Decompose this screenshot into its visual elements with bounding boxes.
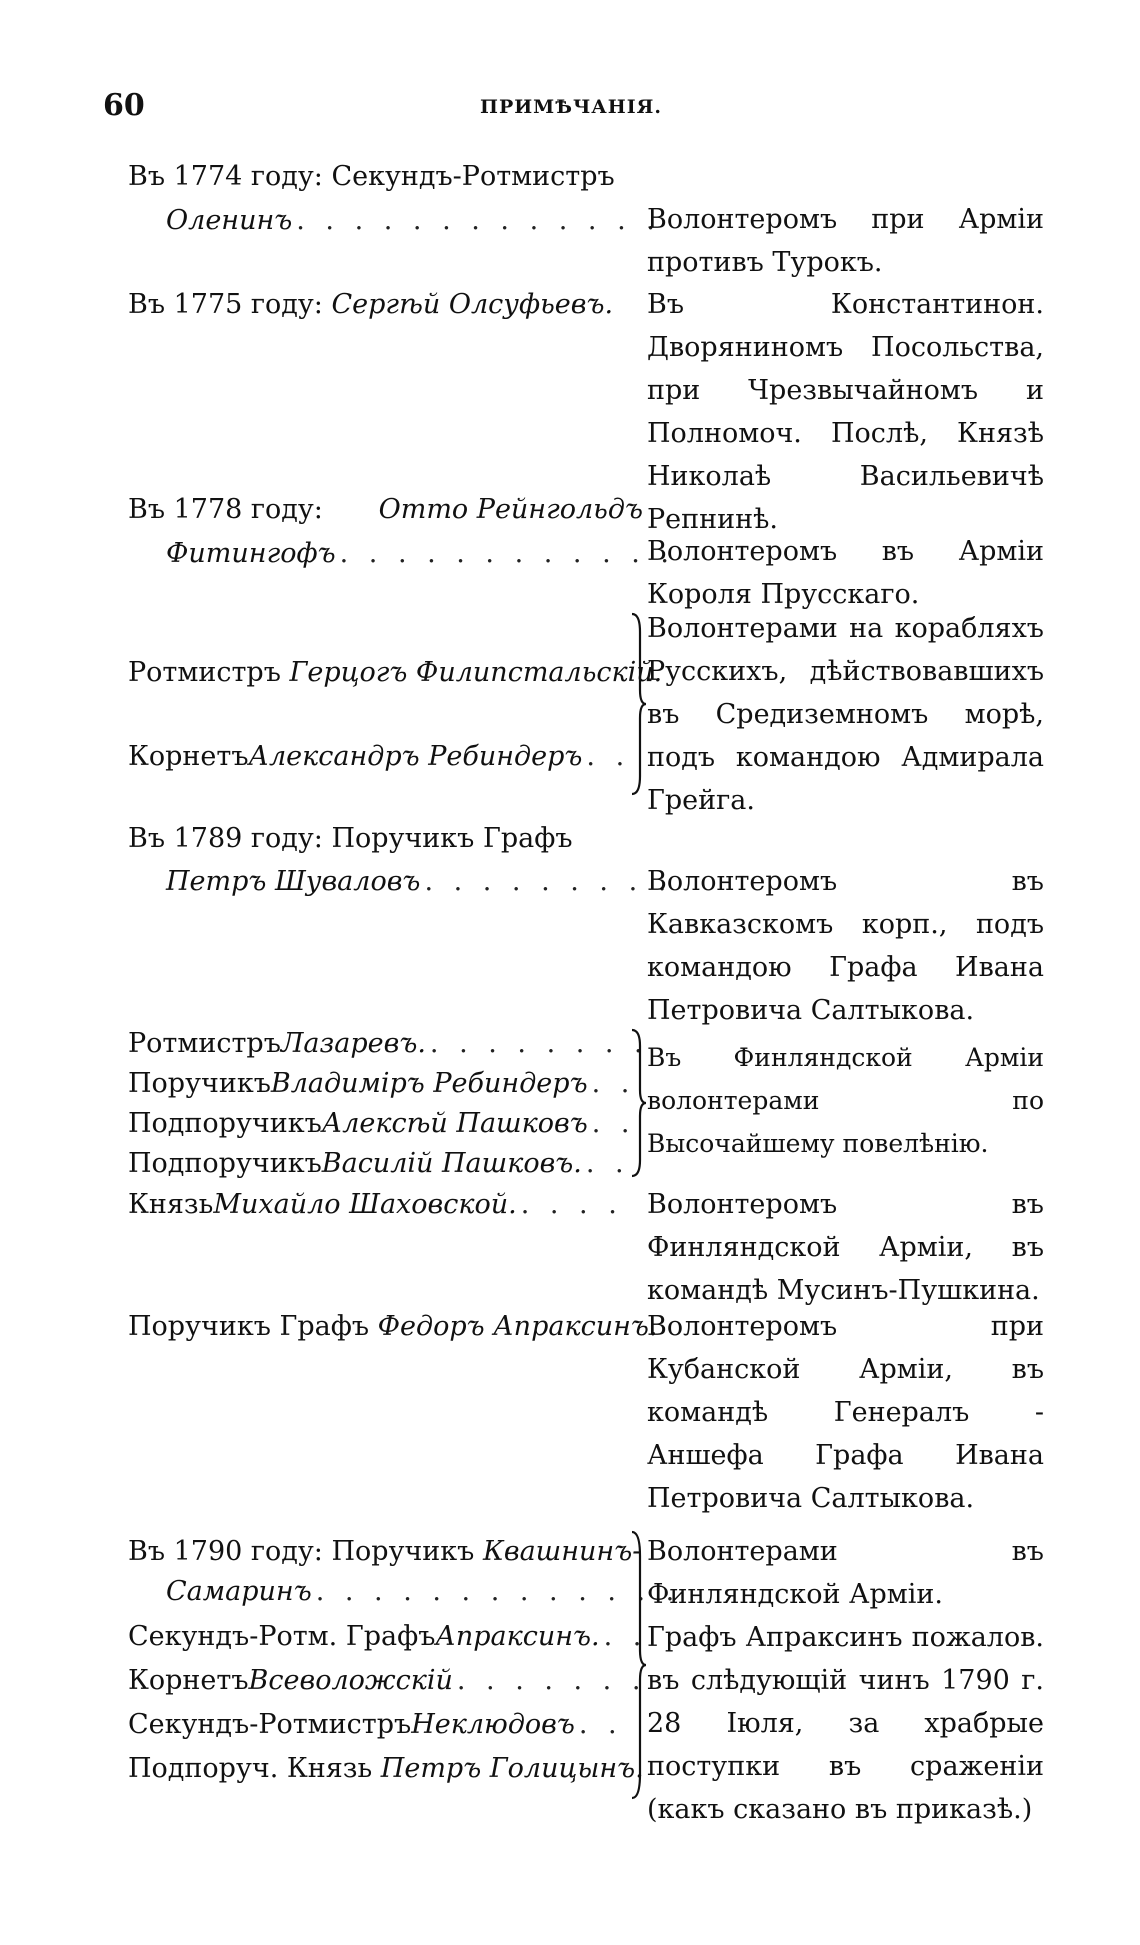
entry-1778-line2 [128,537,681,571]
group3-brace [628,1530,648,1800]
entry-1775-note: Въ Константинон. Дворяниномъ Посольства, при Чрезвычайномъ и Полномоч. Послѣ, Князѣ Николаѣ Васильевичѣ Репнинѣ. [647,289,1044,535]
group1-person2-name: Александръ Ребиндеръ [248,741,583,772]
shakhovskoy-note: Волонтеромъ въ Финляндской Арміи, въ командѣ Мусинъ-Пушкина. [647,1189,1044,1306]
group3-person2-name: Апраксинъ. [435,1621,600,1652]
group3-person5-name: Петръ Голицынъ. [380,1753,644,1784]
group1-person1-name: Герцогъ Филипстальскій. [289,657,663,688]
group3-person2-rank: Секундъ-Ротм. Графъ [128,1621,436,1652]
entry-1789-note: Волонтеромъ въ Кавказскомъ корп., подъ командою Графа Ивана Петровича Салтыкова. [647,866,1044,1026]
group2-person3-name: Алексѣй Пашковъ [321,1108,588,1139]
group3-person1-line1 [128,1535,643,1569]
group3-person1-line2 [128,1575,681,1609]
entry-1774-name: Оленинъ [166,205,293,236]
dot-leader [424,865,677,899]
group1-note: Волонтерами на корабляхъ Русскихъ, дѣйствовавшихъ въ Средиземномъ морѣ, подъ командою Адмирала Грейга. [647,613,1044,816]
entry-1774-note: Волонтеромъ при Арміи противъ Турокъ. [647,204,1044,278]
entry-1778-name1: Отто Рейнгольдъ [378,494,643,525]
entry-1778-name2: Фитингофъ [166,538,336,569]
group3-person5-rank: Подпоруч. Князь [128,1753,381,1784]
shakhovskoy-line [128,1188,643,1222]
shakhovskoy-rank: Князь [128,1189,214,1220]
group1-person1-rank: Ротмистръ [128,657,290,688]
entry-1789-line1: Въ 1789 году: Поручикъ Графъ [128,823,573,854]
group1-person2-rank: Корнетъ [128,741,249,772]
group2-person4-name: Василій Пашковъ. [321,1148,582,1179]
group3-person4 [128,1708,643,1742]
entry-1789-name: Петръ Шуваловъ [166,866,421,897]
apraksin-rank: Поручикъ Графъ [128,1311,378,1342]
group3-note2: Графъ Апраксинъ пожалов. въ слѣдующій чинъ 1790 г. 28 Іюля, за храбрые поступки въ сраженіи (какъ сказано въ приказѣ.) [647,1622,1044,1825]
dot-leader [316,1575,677,1609]
entry-1778-line1 [128,493,643,527]
group1-brace [628,612,648,796]
group2-person3-rank: Подпоручикъ [128,1108,322,1139]
dot-leader [521,1188,639,1222]
group2-person1-rank: Ротмистръ [128,1028,281,1059]
group3-note1: Волонтерами въ Финляндской Арміи. [647,1536,1044,1610]
group3-person5 [128,1752,643,1786]
entry-1778-lead: Въ 1778 году: [128,494,323,525]
group2-person2-name: Владиміръ Ребиндеръ [270,1068,588,1099]
running-title: ПРИМѢЧАНІЯ. [480,96,662,118]
entry-1778-note: Волонтеромъ въ Арміи Короля Прусскаго. [647,536,1044,610]
apraksin-name: Федоръ Апраксинъ. [377,1311,658,1342]
apraksin-note: Волонтеромъ при Кубанской Арміи, въ командѣ Генералъ - Аншефа Графа Ивана Петровича Салтыкова. [647,1311,1044,1514]
dot-leader [340,537,677,571]
group1-person1 [128,656,663,690]
entry-1775-lead: Въ 1775 году: [128,289,332,320]
group2-person3 [128,1107,643,1141]
page-number: 60 [103,88,145,123]
group3-person3 [128,1664,643,1698]
entry-1775-line [128,288,643,322]
entry-1775-name: Сергѣй Олсуфьевъ. [331,289,614,320]
group2-note: Въ Финляндской Арміи волонтерами по Высочайшему повелѣнію. [647,1043,1044,1158]
group3-person2 [128,1620,643,1654]
group2-person1-name: Лазаревъ. [280,1028,426,1059]
group1-person2 [128,740,643,774]
group3-person1-lead: Въ 1790 году: Поручикъ [128,1536,483,1567]
group3-person1-name1: Квашнинъ- [482,1536,642,1567]
apraksin-line [128,1310,658,1344]
group3-person3-rank: Корнетъ [128,1665,249,1696]
entry-1789-line2 [128,865,681,899]
entry-1774-line1: Въ 1774 году: Секундъ-Ротмистръ [128,161,615,192]
group3-person3-name: Всеволожскій [248,1665,453,1696]
shakhovskoy-name: Михайло Шаховской. [213,1189,517,1220]
group2-person1 [128,1027,643,1061]
group2-person4 [128,1147,643,1181]
group3-person4-rank: Секундъ-Ротмистръ [128,1709,412,1740]
dot-leader [430,1027,639,1061]
group2-brace [628,1028,648,1178]
dot-leader [457,1664,639,1698]
group2-person2 [128,1067,643,1101]
group2-person4-rank: Подпоручикъ [128,1148,322,1179]
group3-person4-name: Неклюдовъ [411,1709,575,1740]
group2-person2-rank: Поручикъ [128,1068,271,1099]
group3-person1-name2: Самаринъ [166,1576,312,1607]
entry-1774-line2 [128,204,681,238]
dot-leader [296,204,677,238]
